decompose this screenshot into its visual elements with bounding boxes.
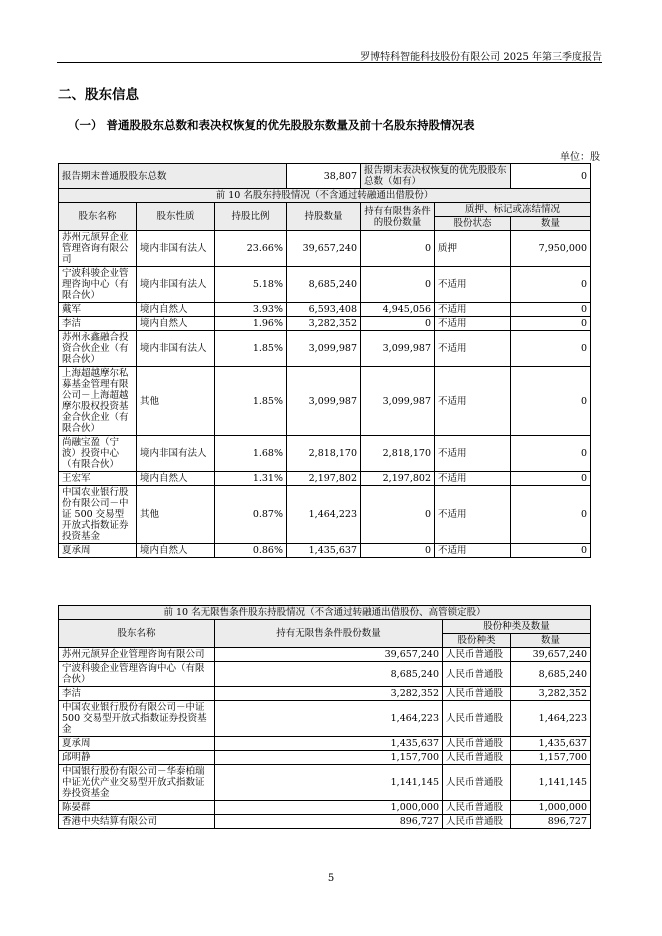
table-cell: 宁波科骏企业管理咨询中心（有限合伙） [59,267,137,303]
table-cell: 香港中央结算有限公司 [59,815,215,829]
table-cell: 0 [511,486,591,544]
table-cell: 人民币普通股 [443,751,511,765]
table-cell: 尚融宝盈（宁波）投资中心（有限合伙） [59,436,137,472]
table-row [59,486,591,544]
table-cell: 不适用 [435,544,511,558]
table-cell: 人民币普通股 [443,701,511,737]
table-cell: 陈晏群 [59,801,215,815]
table-cell: 王宏军 [59,472,137,486]
top10-caption: 前 10 名股东持股情况（不含通过转融通出借股份） [59,189,591,203]
table-row [59,231,591,267]
table-cell: 1.85% [215,331,287,367]
table-cell: 人民币普通股 [443,737,511,751]
table-cell: 境内自然人 [137,303,215,317]
total-holders-label: 报告期末普通股股东总数 [59,164,287,189]
table-cell: 上海超越摩尔私募基金管理有限公司－上海超越摩尔股权投资基金合伙企业（有限合伙） [59,367,137,436]
table-cell: 李洁 [59,317,137,331]
table-row [59,436,591,472]
table-cell: 0 [511,331,591,367]
unrestricted-shareholders-table [58,605,591,829]
unit-label: 单位：股 [560,152,600,163]
table-row [59,662,591,687]
table-cell: 1,157,700 [215,751,443,765]
header-share-type-group: 股份种类及数量 [443,620,591,634]
table-cell: 0.86% [215,544,287,558]
table-cell: 境内自然人 [137,544,215,558]
header-nature: 股东性质 [137,203,215,231]
table-cell: 不适用 [435,367,511,436]
table-cell: 1,435,637 [215,737,443,751]
table-row [59,648,591,662]
table-cell: 不适用 [435,486,511,544]
table-cell: 2,197,802 [361,472,435,486]
table-cell: 2,197,802 [287,472,361,486]
table-cell: 人民币普通股 [443,662,511,687]
summary-row [59,164,591,189]
table-cell: 1,435,637 [511,737,591,751]
table-cell: 1.85% [215,367,287,436]
table-cell: 宁波科骏企业管理咨询中心（有限合伙） [59,662,215,687]
table-cell: 2,818,170 [361,436,435,472]
table-cell: 3,099,987 [287,331,361,367]
table-cell: 人民币普通股 [443,648,511,662]
table-cell: 0 [361,267,435,303]
header-unrestricted-qty: 持有无限售条件股份数量 [215,620,443,648]
table-cell: 0 [361,544,435,558]
table-cell: 人民币普通股 [443,687,511,701]
table-cell: 8,685,240 [215,662,443,687]
table-row [59,267,591,303]
total-holders-value: 38,807 [287,164,361,189]
header-divider [57,62,602,63]
unrestricted-caption: 前 10 名无限售条件股东持股情况（不含通过转融通出借股份、高管锁定股） [59,606,591,620]
table-cell: 1.68% [215,436,287,472]
table-cell: 不适用 [435,472,511,486]
table-cell: 人民币普通股 [443,801,511,815]
table-cell: 4,945,056 [361,303,435,317]
table-cell: 中国农业银行股份有限公司－中证 500 交易型开放式指数证券投资基金 [59,701,215,737]
table-cell: 戴军 [59,303,137,317]
table-cell: 8,685,240 [511,662,591,687]
table-cell: 2,818,170 [287,436,361,472]
unrestricted-header-row [59,620,591,634]
table-cell: 7,950,000 [511,231,591,267]
table-cell: 0.87% [215,486,287,544]
table-cell: 0 [511,317,591,331]
table-cell: 苏州元颉昇企业管理咨询有限公司 [59,648,215,662]
table-row [59,367,591,436]
table-cell: 不适用 [435,436,511,472]
page-number: 5 [327,873,335,884]
header-restricted: 持有有限售条件的股份数量 [361,203,435,231]
preferred-holders-value: 0 [511,164,591,189]
table-cell: 0 [511,303,591,317]
table-cell: 0 [511,267,591,303]
header-qty: 持股数量 [287,203,361,231]
table-cell: 其他 [137,486,215,544]
unrestricted-caption-row [59,606,591,620]
table-cell: 夏承周 [59,737,215,751]
table-cell: 3,099,987 [361,367,435,436]
preferred-holders-label: 报告期末表决权恢复的优先股股东总数（如有） [361,164,511,189]
table-cell: 0 [511,472,591,486]
table-cell: 苏州元颉昇企业管理咨询有限公司 [59,231,137,267]
table-row [59,331,591,367]
table-cell: 3,282,352 [511,687,591,701]
table-cell: 邱明静 [59,751,215,765]
table-cell: 苏州永鑫融合投资合伙企业（有限合伙） [59,331,137,367]
table-row [59,303,591,317]
table-cell: 中国农业银行股份有限公司－中证 500 交易型开放式指数证券投资基金 [59,486,137,544]
header-status: 股份状态 [435,217,511,231]
header-pledge: 质押、标记或冻结情况 [435,203,591,217]
table-cell: 不适用 [435,331,511,367]
table-row [59,815,591,829]
table-cell: 1,464,223 [215,701,443,737]
header-count: 数量 [511,217,591,231]
table-cell: 8,685,240 [287,267,361,303]
table-cell: 夏承周 [59,544,137,558]
table-cell: 1,157,700 [511,751,591,765]
header-share-type: 股份种类 [443,634,511,648]
table-cell: 39,657,240 [215,648,443,662]
table-cell: 1.31% [215,472,287,486]
table-cell: 23.66% [215,231,287,267]
table-cell: 1,000,000 [215,801,443,815]
header-share-count: 数量 [511,634,591,648]
table-cell: 3.93% [215,303,287,317]
table-cell: 3,282,352 [287,317,361,331]
table-row [59,801,591,815]
table-cell: 0 [361,317,435,331]
document-header: 罗博特科智能科技股份有限公司 2025 年第三季度报告 [360,52,602,63]
top10-shareholders-table [58,163,591,558]
table-cell: 境内非国有法人 [137,267,215,303]
section-title: 二、股东信息 [58,87,139,103]
table-cell: 1,435,637 [287,544,361,558]
table-cell: 39,657,240 [511,648,591,662]
table-cell: 1,464,223 [511,701,591,737]
table-row [59,472,591,486]
header-name: 股东名称 [59,620,215,648]
table-cell: 3,282,352 [215,687,443,701]
top10-caption-row [59,189,591,203]
table-cell: 人民币普通股 [443,815,511,829]
table-cell: 境内非国有法人 [137,436,215,472]
table-cell: 境内非国有法人 [137,231,215,267]
table-cell: 5.18% [215,267,287,303]
table-cell: 质押 [435,231,511,267]
table-cell: 3,099,987 [287,367,361,436]
table-cell: 6,593,408 [287,303,361,317]
table-row [59,765,591,801]
table-cell: 1,141,145 [511,765,591,801]
subsection-title: （一） 普通股股东总数和表决权恢复的优先股股东数量及前十名股东持股情况表 [68,118,475,132]
table-cell: 0 [511,544,591,558]
table-cell: 其他 [137,367,215,436]
table-cell: 0 [511,367,591,436]
table-cell: 境内自然人 [137,472,215,486]
table-cell: 境内自然人 [137,317,215,331]
table-cell: 不适用 [435,303,511,317]
table-row [59,701,591,737]
table-cell: 896,727 [215,815,443,829]
header-name: 股东名称 [59,203,137,231]
table-row [59,317,591,331]
table-cell: 1,464,223 [287,486,361,544]
table-cell: 不适用 [435,267,511,303]
table-row [59,687,591,701]
top10-header-row [59,203,591,217]
header-ratio: 持股比例 [215,203,287,231]
table-cell: 0 [361,231,435,267]
table-row [59,737,591,751]
table-cell: 896,727 [511,815,591,829]
table-cell: 中国银行股份有限公司－华泰柏瑞中证光伏产业交易型开放式指数证券投资基金 [59,765,215,801]
table-cell: 境内非国有法人 [137,331,215,367]
table-cell: 李洁 [59,687,215,701]
table-cell: 39,657,240 [287,231,361,267]
table-cell: 1,141,145 [215,765,443,801]
table-cell: 3,099,987 [361,331,435,367]
table-cell: 1,000,000 [511,801,591,815]
table-row [59,544,591,558]
table-cell: 人民币普通股 [443,765,511,801]
table-row [59,751,591,765]
table-cell: 0 [361,486,435,544]
table-cell: 1.96% [215,317,287,331]
table-cell: 0 [511,436,591,472]
table-cell: 不适用 [435,317,511,331]
